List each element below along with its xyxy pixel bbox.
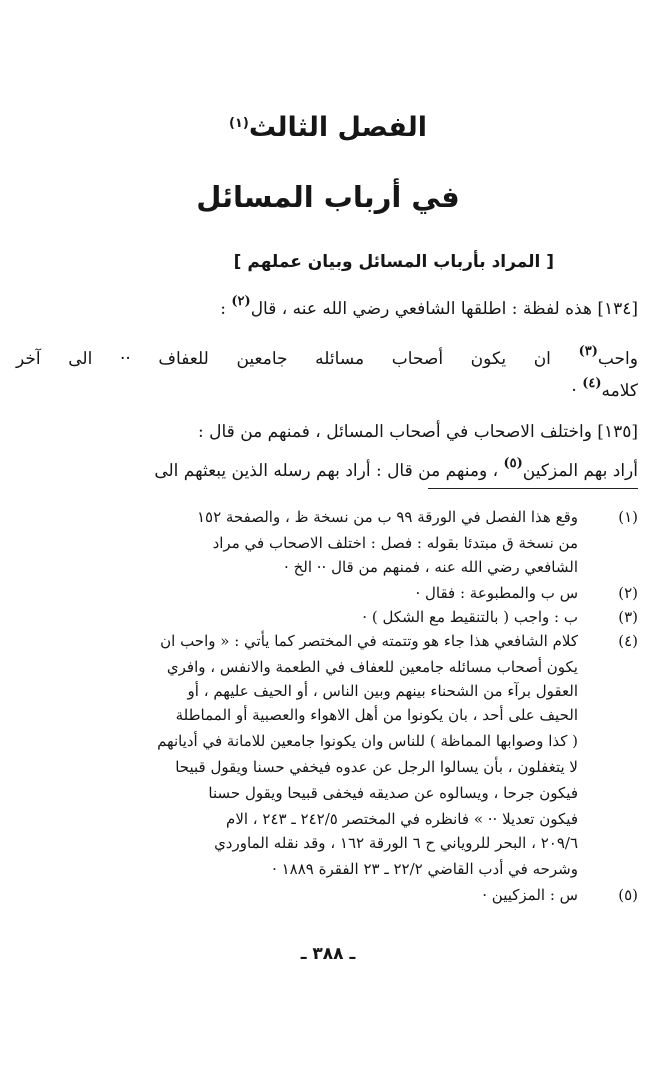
footnote-number: (١) xyxy=(618,508,638,526)
paragraph-134-line-1: [١٣٤] هذه لفظة : اطلقها الشافعي رضي الله عنه ، قال$^{(٢)}$ : xyxy=(220,294,638,319)
page-number: ـ ٣٨٨ ـ xyxy=(300,944,356,964)
paragraph-135-line-1: [١٣٥] واختلف الاصحاب في أصحاب المسائل ، فمنهم من قال : xyxy=(198,422,638,442)
footnote-line: لا يتغفلون ، بأن يسالوا الرجل عن عدوه فيخفي حسنا ويقول قبيحا xyxy=(175,758,578,776)
paragraph-134-line-3: كلامه$^{(٤)}$ · xyxy=(571,376,638,401)
footnote-ref-1: (١) xyxy=(228,116,249,131)
chapter-subtitle: في أرباب المسائل xyxy=(196,180,460,214)
footnote-line: كلام الشافعي هذا جاء هو وتتمته في المختصر كما يأتي : « واحب ان xyxy=(160,632,578,650)
footnote-line: يكون أصحاب مسائله جامعين للعفاف في الطعمة والانفس ، وافري xyxy=(166,658,578,676)
footnote-line: العقول برآء من الشحناء بينهم وبين الناس ، أو الحيف عليهم ، أو xyxy=(187,682,578,700)
footnote-number: (٤) xyxy=(618,632,638,650)
paragraph-134-line-2: واحب$^{(٣)}$ ان يكون أصحاب مسائله جامعين للعفاف ·· الى آخر xyxy=(16,344,638,369)
footnote-line: من نسخة ق مبتدئا بقوله : فصل : اختلف الاصحاب في مراد xyxy=(212,534,578,552)
footnote-line: ( كذا وصوابها المماظة ) للناس وان يكونوا جامعين للامانة في أديانهم xyxy=(157,732,578,750)
footnote-ref-4: (٤) xyxy=(582,376,602,391)
footnote-line: فيكون تعديلا ·· » فانظره في المختصر ٢٤٢/٥ ـ ٢٤٣ ، الام xyxy=(226,810,578,828)
footnote-line: ٢٠٩/٦ ، البحر للروياني ح ٦ الورقة ١٦٢ ، وقد نقله الماوردي xyxy=(214,834,578,852)
footnote-separator xyxy=(428,488,638,489)
footnote-line: وقع هذا الفصل في الورقة ٩٩ ب من نسخة ظ ، والصفحة ١٥٢ xyxy=(196,508,578,526)
footnote-ref-2: (٢) xyxy=(231,294,251,309)
section-heading: [ المراد بأرباب المسائل وبيان عملهم ] xyxy=(233,252,554,272)
paragraph-135-line-2: أراد بهم المزكين$^{(٥)}$ ، ومنهم من قال : أراد بهم رسله الذين يبعثهم الى xyxy=(154,456,638,481)
footnote-line: فيكون جرحا ، ويسالوه عن صديقه فيخفى قبيحا ويقول حسنا xyxy=(208,784,578,802)
footnote-line: الشافعي رضي الله عنه ، فمنهم من قال ·· الخ · xyxy=(284,558,578,576)
footnote-line: الحيف على أحد ، بان يكونوا من أهل الاهواء والعصبية أو المماطلة xyxy=(175,706,578,724)
footnote-line: س ب والمطبوعة : فقال · xyxy=(415,584,578,602)
chapter-title: الفصل الثالث$^{(١)}$ xyxy=(228,112,428,143)
footnote-line: وشرحه في أدب القاضي ٢٢/٢ ـ ٢٣ الفقرة ١٨٨٩ · xyxy=(272,860,578,878)
footnote-number: (٢) xyxy=(618,584,638,602)
footnote-line: ب : واجب ( بالتنقيط مع الشكل ) · xyxy=(362,608,578,626)
footnote-number: (٥) xyxy=(618,886,638,904)
footnote-line: س : المزكيين · xyxy=(482,886,578,904)
footnote-number: (٣) xyxy=(618,608,638,626)
body-fragment: واحب$^{(٣)}$ xyxy=(578,344,638,369)
footnote-ref-5: (٥) xyxy=(503,456,523,471)
footnote-ref-3: (٣) xyxy=(578,344,598,359)
